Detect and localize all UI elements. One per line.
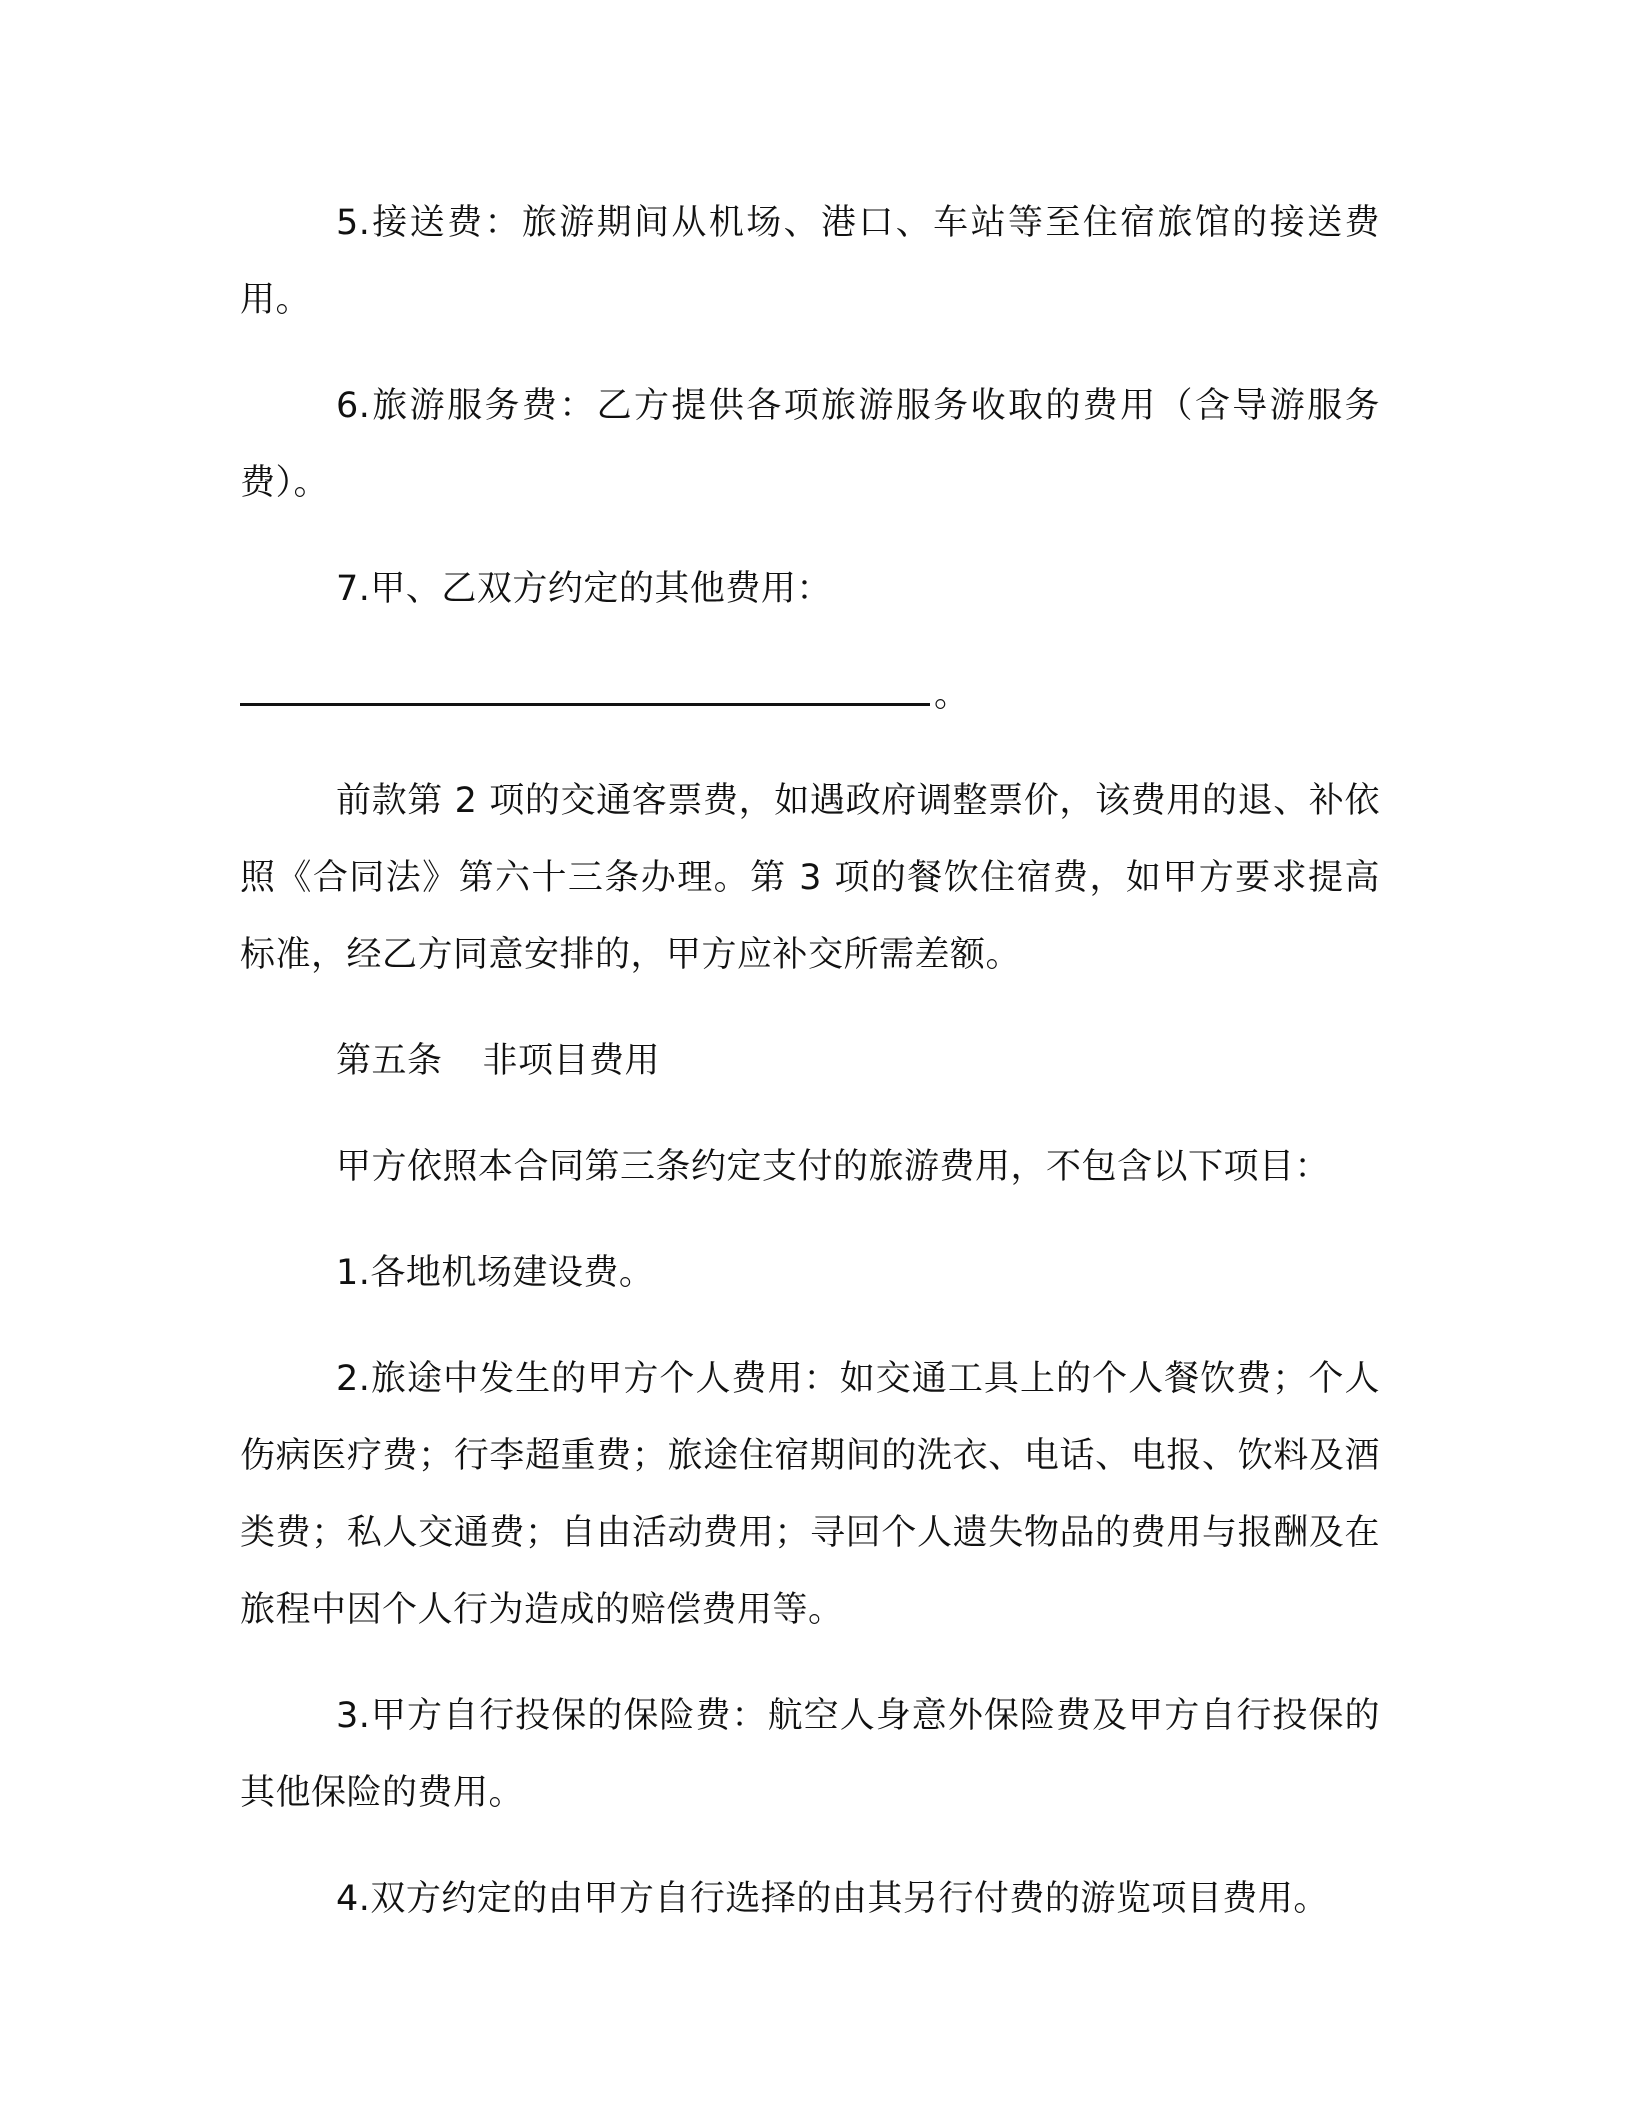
fill-in-blank[interactable]: [240, 663, 930, 706]
excluded-item-4: 4.双方约定的由甲方自行选择的由其另行付费的游览项目费用。: [336, 1879, 1329, 1919]
excluded-item-2: 2.旅途中发生的甲方个人费用：如交通工具上的个人餐饮费；个人伤病医疗费；行李超重费；旅途住宿期间的洗衣、电话、电报、饮料及酒类费；私人交通费；自由活动费用；寻回个人遗失物品的费用与报酬及在旅程中因个人行为造成的赔偿费用等。: [240, 1359, 1380, 1630]
item-7-blank-line: [240, 657, 1380, 734]
ticket-adjustment-note: 前款第 2 项的交通客票费，如遇政府调整票价，该费用的退、补依照《合同法》第六十三条办理。第 3 项的餐饮住宿费，如甲方要求提高标准，经乙方同意安排的，甲方应补交所需差额。: [240, 781, 1380, 975]
item-6-service-fee: 6.旅游服务费：乙方提供各项旅游服务收取的费用（含导游服务费）。: [240, 386, 1380, 503]
article-5-heading: [240, 1023, 1380, 1100]
article-5-title: 非项目费用: [482, 1041, 661, 1081]
article-5-intro: 甲方依照本合同第三条约定支付的旅游费用，不包含以下项目：: [336, 1147, 1331, 1187]
item-7-other-fees: 7.甲、乙双方约定的其他费用：: [336, 569, 832, 609]
excluded-item-1: 1.各地机场建设费。: [336, 1253, 655, 1293]
item-5-pickup-fee: 5.接送费：旅游期间从机场、港口、车站等至住宿旅馆的接送费用。: [240, 203, 1380, 320]
blank-line-end: 。: [934, 675, 970, 715]
document-body: [240, 185, 1380, 1967]
excluded-item-3: 3.甲方自行投保的保险费：航空人身意外保险费及甲方自行投保的其他保险的费用。: [240, 1696, 1380, 1813]
article-5-number: 第五条: [336, 1041, 443, 1081]
